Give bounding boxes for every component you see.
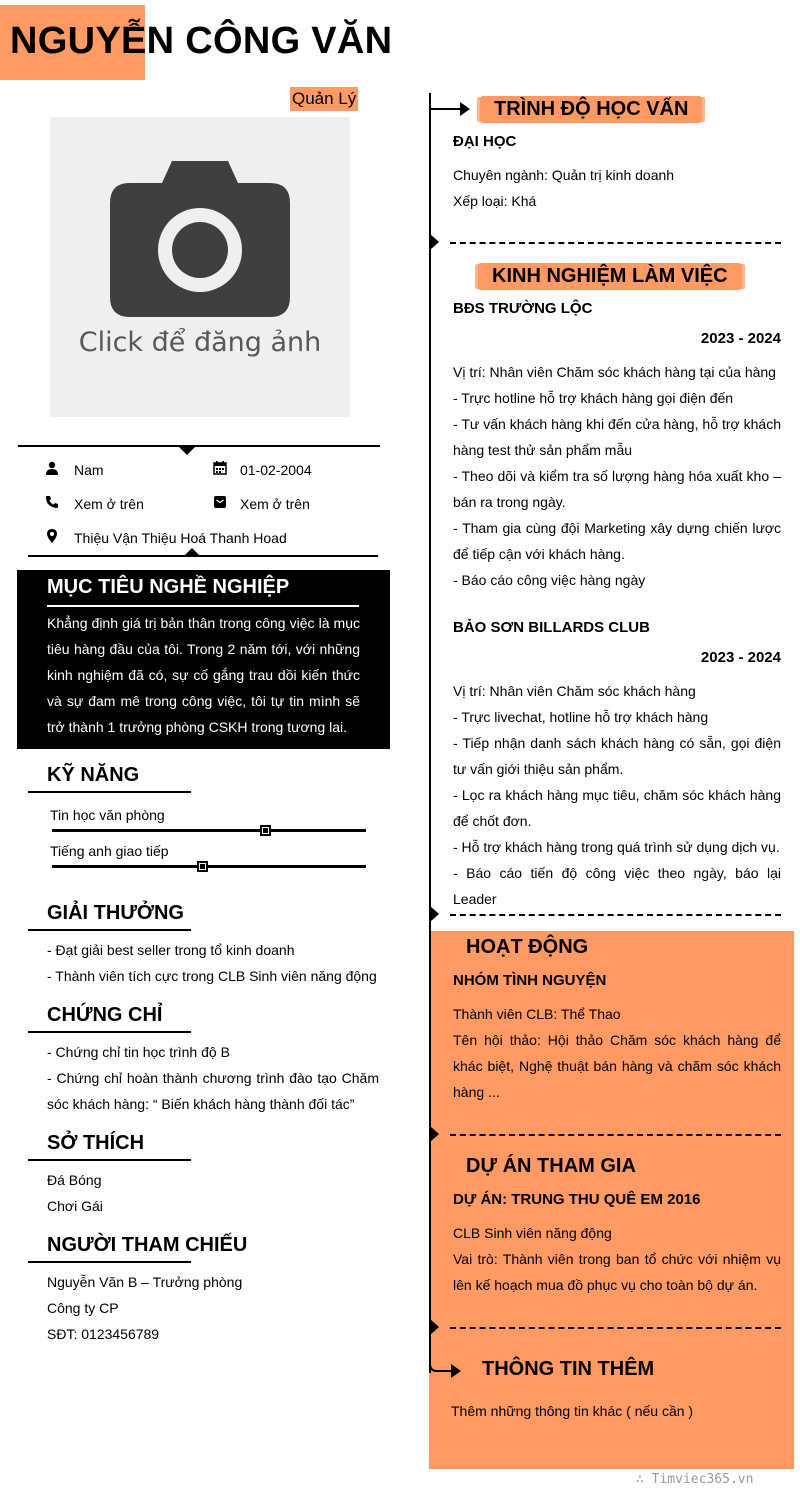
curved-arrow-icon: [428, 1352, 464, 1386]
projects-title: DỰ ÁN THAM GIA: [466, 1155, 636, 1177]
objective-underline: [47, 605, 359, 607]
award-item: - Đạt giải best seller trong tổ kinh doanh: [47, 942, 295, 958]
divider-arrow-down: [179, 447, 195, 455]
timeline-marker: [430, 906, 439, 922]
career-objective-section: [17, 570, 390, 749]
job-line: Vị trí: Nhân viên Chăm sóc khách hàng: [453, 683, 696, 699]
section-divider: [450, 914, 781, 916]
job-company: BĐS TRƯỜNG LỘC: [453, 300, 593, 317]
photo-caption: Click để đăng ảnh: [78, 327, 322, 358]
certificate-item: - Chứng chỉ tin học trình độ B: [47, 1044, 230, 1060]
education-school: ĐẠI HỌC: [453, 133, 517, 150]
activities-org: NHÓM TÌNH NGUYỆN: [453, 972, 607, 989]
timeline-marker: [430, 1126, 439, 1142]
job-description[interactable]: [453, 678, 781, 912]
activity-line: Tên hội thảo: Hội thảo Chăm sóc khách hàng để khác biệt, Nghệ thuật bán hàng và chăm sóc khách hàng ...: [453, 1032, 781, 1100]
phone-icon: [45, 495, 59, 512]
camera-icon: [110, 161, 290, 317]
reference-item: Nguyễn Văn B – Trưởng phòng: [47, 1274, 243, 1290]
arrow-right-icon: [460, 102, 470, 116]
job-years: 2023 - 2024: [700, 649, 781, 666]
activities-title: HOẠT ĐỘNG: [466, 936, 589, 958]
job-description[interactable]: [453, 359, 781, 593]
references-underline: [28, 1261, 191, 1263]
hobbies-underline: [28, 1159, 191, 1161]
job-line: - Tư vấn khách hàng khi đến cửa hàng, hỗ trợ khách hàng test thử sản phẩm mẫu: [453, 416, 781, 458]
job-line: - Tiếp nhận danh sách khách hàng có sẵn, gọi điện tư vấn giới thiệu sản phẩm.: [453, 735, 781, 777]
hobbies-title: SỞ THÍCH: [47, 1132, 145, 1154]
job-line: - Báo cáo công việc hàng ngày: [453, 572, 646, 588]
certificates-title: CHỨNG CHỈ: [47, 1004, 163, 1026]
avatar-upload[interactable]: [50, 117, 350, 417]
job-line: - Trực hotline hỗ trợ khách hàng gọi điện đến: [453, 390, 734, 406]
skill-track: [52, 829, 366, 832]
project-line: Vai trò: Thành viên trong ban tổ chức với nhiệm vụ lên kế hoạch mua đồ phục vụ cho toàn bộ dự án.: [453, 1251, 781, 1293]
education-line: Xếp loại: Khá: [453, 193, 537, 209]
contact-bottom-divider: [28, 555, 378, 557]
timeline-arrow: [429, 108, 461, 110]
references-title: NGƯỜI THAM CHIẾU: [47, 1234, 248, 1256]
email-icon: [213, 495, 227, 512]
awards-underline: [28, 929, 191, 931]
job-company: BẢO SƠN BILLARDS CLUB: [453, 619, 650, 636]
project-name: DỰ ÁN: TRUNG THU QUÊ EM 2016: [453, 1191, 701, 1208]
job-line: - Lọc ra khách hàng mục tiêu, chăm sóc khách hàng để chốt đơn.: [453, 787, 781, 829]
calendar-icon: [213, 461, 227, 478]
skills-title: KỸ NĂNG: [47, 764, 140, 786]
contact-top-divider: [18, 445, 380, 447]
candidate-name[interactable]: NGUYỄN CÔNG VĂN: [10, 20, 393, 62]
watermark: ∴ Timviec365.vn: [636, 1472, 754, 1487]
more-info-title: THÔNG TIN THÊM: [482, 1358, 655, 1380]
job-line: - Tham gia cùng đội Marketing xây dựng chiến lược để tiếp cận với khách hàng.: [453, 520, 781, 562]
phone-value: Xem ở trên: [74, 496, 144, 512]
experience-title: KINH NGHIỆM LÀM VIỆC: [478, 263, 742, 290]
project-details[interactable]: [453, 1220, 781, 1298]
section-divider: [450, 242, 781, 244]
activity-line: Thành viên CLB: Thể Thao: [453, 1006, 621, 1022]
awards-list[interactable]: [47, 937, 382, 989]
certificates-list[interactable]: [47, 1039, 379, 1117]
project-line: CLB Sinh viên năng động: [453, 1225, 612, 1241]
education-line: Chuyên ngành: Quản trị kinh doanh: [453, 167, 675, 183]
job-years: 2023 - 2024: [700, 330, 781, 347]
certificates-underline: [28, 1031, 191, 1033]
job-line: Vị trí: Nhân viên Chăm sóc khách hàng tại của hàng: [453, 364, 776, 380]
more-info-text[interactable]: Thêm những thông tin khác ( nếu cần ): [451, 1403, 694, 1419]
section-divider: [450, 1327, 781, 1329]
certificate-item: - Chứng chỉ hoàn thành chương trình đào tạo Chăm sóc khách hàng: “ Biến khách hàng thành đối tác”: [47, 1070, 379, 1112]
skills-underline: [28, 791, 191, 793]
objective-text[interactable]: Khẳng định giá trị bản thân trong công việc là mục tiêu hàng đầu của tôi. Trong 2 năm tới, với những kinh nghiệm đã có, sự cố gắng trau dồi kiến thức và sự đam mê trong công việc, tôi tự tin mình sẽ trở thành 1 trưởng phòng CSKH trong tương lai.: [47, 615, 360, 735]
skill-track: [52, 865, 366, 868]
activities-details[interactable]: [453, 1001, 781, 1105]
reference-item: SĐT: 0123456789: [47, 1326, 160, 1342]
award-item: - Thành viên tích cực trong CLB Sinh viên năng động: [47, 968, 377, 984]
awards-title: GIẢI THƯỞNG: [47, 902, 184, 924]
timeline-line: [429, 93, 431, 1373]
gender-value: Nam: [74, 462, 104, 478]
section-divider: [450, 1134, 781, 1136]
job-line: - Hỗ trợ khách hàng trong quá trình sử dụng dịch vụ.: [453, 839, 780, 855]
job-position[interactable]: Quản Lý: [290, 87, 358, 111]
job-line: - Trực livechat, hotline hỗ trợ khách hàng: [453, 709, 709, 725]
email-value: Xem ở trên: [240, 496, 310, 512]
user-icon: [45, 461, 59, 478]
skill-name: Tin học văn phòng: [50, 807, 165, 823]
objective-title: MỤC TIÊU NGHỀ NGHIỆP: [47, 576, 290, 598]
hobby-item: Chơi Gái: [47, 1198, 103, 1214]
skill-name: Tiếng anh giao tiếp: [50, 843, 169, 859]
hobby-item: Đá Bóng: [47, 1172, 102, 1188]
job-line: - Theo dõi và kiểm tra số lượng hàng hóa xuất kho – bán ra trong ngày.: [453, 468, 781, 510]
hobbies-list[interactable]: [47, 1167, 367, 1219]
skill-level-handle[interactable]: [197, 861, 208, 872]
education-title: TRÌNH ĐỘ HỌC VẤN: [480, 96, 702, 123]
education-details[interactable]: [453, 162, 781, 214]
job-line: - Báo cáo tiến độ công việc theo ngày, báo lại Leader: [453, 865, 781, 907]
reference-item: Công ty CP: [47, 1300, 119, 1316]
location-icon: [45, 529, 59, 546]
address-value: Thiệu Vận Thiệu Hoá Thanh Hoad: [74, 530, 287, 546]
timeline-marker: [430, 1319, 439, 1335]
birthday-value: 01-02-2004: [240, 462, 312, 478]
skill-level-handle[interactable]: [260, 825, 271, 836]
references-list[interactable]: [47, 1269, 367, 1347]
timeline-marker: [430, 234, 439, 250]
